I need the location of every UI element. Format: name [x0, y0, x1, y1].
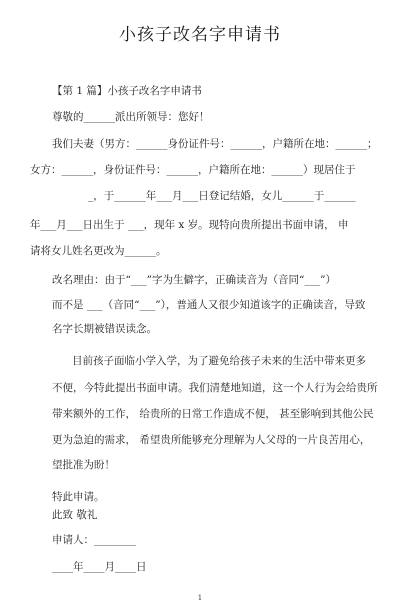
body-line-4: 年___月___日出生于 ___，现年 x 岁。现特向贵所提出书面申请， 申: [30, 219, 349, 231]
paragraph-line-3: 带来额外的工作， 给贵所的日常工作造成不便， 甚至影响到其他公民: [52, 408, 374, 420]
body-line-2: 女方：______，身份证件号：______，户籍所在地：______）现居住于: [30, 164, 356, 176]
reason-line-3: 名字长期被错误读念。: [52, 323, 157, 335]
reason-line-1: 改名理由：由于“___”字为生僻字，正确读音为（音同“___”）: [52, 274, 336, 286]
body-line-5: 请将女儿姓名更改为______。: [30, 245, 167, 257]
document-title: 小孩子改名字申请书: [119, 25, 281, 45]
section-heading: 【第 1 篇】小孩子改名字申请书: [52, 85, 202, 97]
greeting-line: 尊敬的______派出所领导：您好！: [52, 111, 210, 123]
body-line-1: 我们夫妻（男方：______身份证件号：______，户籍所在地：______；: [52, 138, 378, 150]
date-line: ____年____月____日: [52, 561, 147, 573]
paragraph-line-1: 目前孩子面临小学入学，为了避免给孩子未来的生活中带来更多: [72, 355, 366, 367]
paragraph-line-2: 不便，今特此提出书面申请。我们清楚地知道，这一个人行为会给贵所: [52, 382, 378, 394]
paragraph-line-5: 望批准为盼！: [52, 459, 115, 471]
closing-line: 特此申请。: [52, 491, 105, 503]
page-number: 1: [197, 594, 203, 602]
salute-line: 此致 敬礼: [52, 509, 98, 521]
paragraph-line-4: 更为急迫的需求， 希望贵所能够充分理解为人父母的一片良苦用心，: [52, 434, 371, 446]
reason-line-2: 而不是 ___（音同“___”），普通人又很少知道该字的正确读音，导致: [52, 299, 366, 311]
applicant-line: 申请人：________: [52, 534, 136, 546]
body-line-3: _，于______年___月___日登记结婚，女儿______于______: [88, 190, 356, 202]
